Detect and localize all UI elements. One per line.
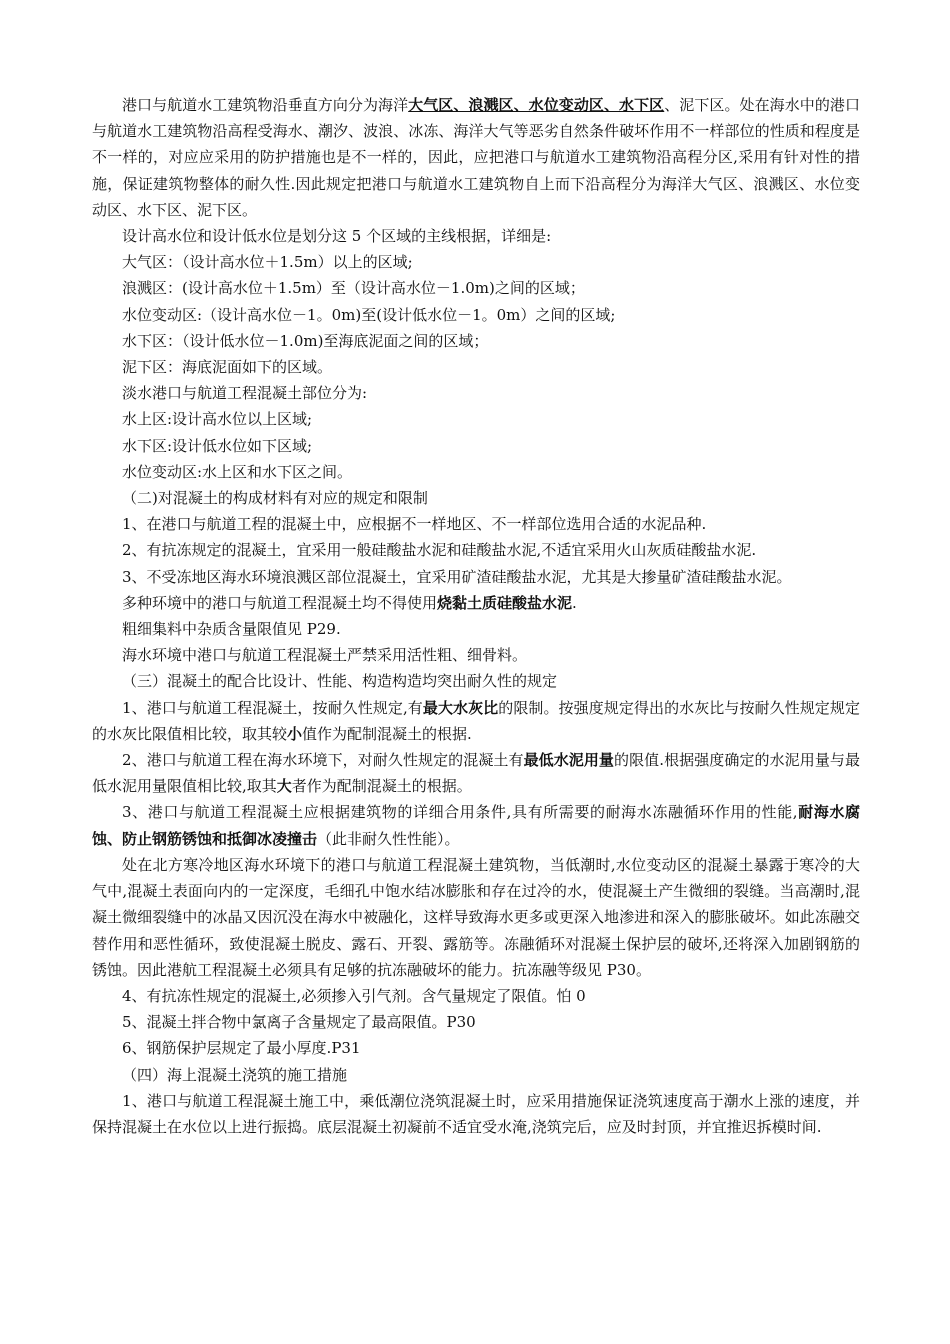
list-item: 1、港口与航道工程混凝土施工中，乘低潮位浇筑混凝土时，应采用措施保证浇筑速度高于潮水上涨的速度，并保持混凝土在水位以上进行振捣。底层混凝土初凝前不适宜受水淹,浇筑完后，应及时封顶，并宜推迟拆模时间. xyxy=(92,1091,860,1136)
zone-line: 水上区:设计高水位以上区域; xyxy=(122,410,313,429)
zone-line: 水位变动区:（设计高水位－1。0m)至(设计低水位－1。0m）之间的区域; xyxy=(122,305,616,324)
zone-line: 泥下区：海底泥面如下的区域。 xyxy=(122,358,333,377)
list-item: 4、有抗冻性规定的混凝土,必须掺入引气剂。含气量规定了限值。怕 0 xyxy=(122,986,586,1005)
list-item: 粗细集料中杂质含量限值见 P29. xyxy=(122,620,341,639)
zone-line: 浪溅区：(设计高水位＋1.5m）至（设计高水位－1.0m)之间的区域； xyxy=(122,279,585,298)
list-item: 多种环境中的港口与航道工程混凝土均不得使用烧黏土质硅酸盐水泥. xyxy=(122,593,577,612)
list-item: 1、港口与航道工程混凝土，按耐久性规定,有最大水灰比的限制。按强度规定得出的水灰比与按耐久性规定规定的水灰比限值相比较，取其较小值作为配制混凝土的根据. xyxy=(92,698,860,743)
list-item: 5、混凝土拌合物中氯离子含量规定了最高限值。P30 xyxy=(122,1013,476,1032)
section-heading: （三）混凝土的配合比设计、性能、构造构造均突出耐久性的规定 xyxy=(122,672,558,691)
list-item: 海水环境中港口与航道工程混凝土严禁采用活性粗、细骨料。 xyxy=(122,646,528,665)
zone-line: 水下区:设计低水位如下区域; xyxy=(122,436,313,455)
list-item: 3、不受冻地区海水环境浪溅区部位混凝土，宜采用矿渣硅酸盐水泥，尤其是大掺量矿渣硅酸盐水泥。 xyxy=(122,567,792,586)
zone-line: 淡水港口与航道工程混凝土部位分为: xyxy=(122,384,368,403)
list-item: 6、钢筋保护层规定了最小厚度.P31 xyxy=(122,1039,361,1058)
section-heading: （四）海上混凝土浇筑的施工措施 xyxy=(122,1065,348,1084)
list-item: 1、在港口与航道工程的混凝土中，应根据不一样地区、不一样部位选用合适的水泥品种. xyxy=(122,515,707,534)
zones-highlight: 大气区、浪溅区、水位变动区、水下区 xyxy=(408,96,665,114)
list-item: 2、有抗冻规定的混凝土，宜采用一般硅酸盐水泥和硅酸盐水泥,不适宜采用火山灰质硅酸盐水泥. xyxy=(122,541,757,560)
paragraph-freeze-thaw: 处在北方寒冷地区海水环境下的港口与航道工程混凝土建筑物，当低潮时,水位变动区的混凝土暴露于寒冷的大气中,混凝土表面向内的一定深度，毛细孔中饱水结冰膨胀和存在过冷的水，使混凝土产生微细的裂缝。当高潮时,混凝土微细裂缝中的冰晶又因沉没在海水中被融化，这样导致海水更多或更深入地渗进和深入的膨胀破坏。如此冻融交替作用和恶性循环，致使混凝土脱皮、露石、开裂、露筋等。冻融循环对混凝土保护层的破坏,还将深入加剧钢筋的锈蚀。因此港航工程混凝土必须具有足够的抗冻融破坏的能力。抗冻融等级见 P30。 xyxy=(92,855,860,979)
list-item: 2、港口与航道工程在海水环境下，对耐久性规定的混凝土有最低水泥用量的限值.根据强度确定的水泥用量与最低水泥用量限值相比较,取其大者作为配制混凝土的根据。 xyxy=(92,751,860,796)
document-page xyxy=(92,92,860,1140)
list-item: 3、港口与航道工程混凝土应根据建筑物的详细合用条件,具有所需要的耐海水冻融循环作用的性能,耐海水腐蚀、防止钢筋锈蚀和抵御冰凌撞击（此非耐久性性能）。 xyxy=(92,803,860,848)
zone-line: 水位变动区:水上区和水下区之间。 xyxy=(122,462,353,481)
zone-line: 大气区：（设计高水位＋1.5m）以上的区域; xyxy=(122,253,413,272)
paragraph-basis: 设计高水位和设计低水位是划分这 5 个区域的主线根据，详细是: xyxy=(122,227,552,246)
section-heading: （二)对混凝土的构成材料有对应的规定和限制 xyxy=(122,489,428,508)
paragraph-zones-intro: 港口与航道水工建筑物沿垂直方向分为海洋大气区、浪溅区、水位变动区、水下区、泥下区。处在海水中的港口与航道水工建筑物沿高程受海水、潮汐、波浪、冰冻、海洋大气等恶劣自然条件破坏作用不一样部位的性质和程度是不一样的，对应应采用的防护措施也是不一样的，因此，应把港口与航道水工建筑物沿高程分区,采用有针对性的措施，保证建筑物整体的耐久性.因此规定把港口与航道水工建筑物自上而下沿高程分为海洋大气区、浪溅区、水位变动区、水下区、泥下区。 xyxy=(92,96,860,219)
zone-line: 水下区：（设计低水位－1.0m)至海底泥面之间的区域； xyxy=(122,331,489,350)
